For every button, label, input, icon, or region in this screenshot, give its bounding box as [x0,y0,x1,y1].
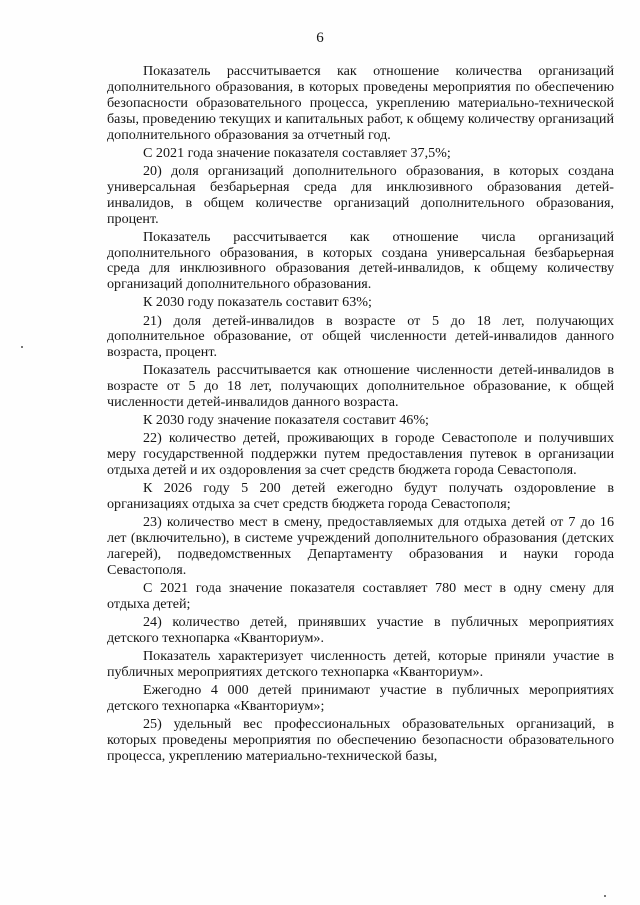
paragraph: 20) доля организаций дополнительного образования, в которых создана универсальная безбарьерная среда для инклюзивного образования детей-инвалидов, в общем количестве организаций дополнительного образования, процент. [107,162,614,227]
paragraph: 25) удельный вес профессиональных образовательных организаций, в которых проведены мероприятия по обеспечению безопасности образовательного процесса, укреплению материально-технической базы, [107,716,614,764]
paragraph: 24) количество детей, принявших участие в публичных мероприятиях детского технопарка «Кванториум». [107,614,614,647]
paragraph: Показатель рассчитывается как отношение численности детей-инвалидов в возрасте от 5 до 18 лет, получающих дополнительное образование, к общей численности детей-инвалидов данного возраста. [107,362,614,411]
scan-speck [21,346,23,348]
paragraph: Показатель рассчитывается как отношение числа организаций дополнительного образования, в которых создана универсальная безбарьерная среда для инклюзивного образования детей-инвалидов, к общему количеству организаций дополнительного образования. [107,228,614,293]
paragraph: С 2021 года значение показателя составляет 780 мест в одну смену для отдыха детей; [107,580,614,613]
paragraph: 22) количество детей, проживающих в городе Севастополе и получивших меру государственной поддержки путем предоставления путевок в организации отдыха детей и их оздоровления за счет средств бюджета города Севастополя. [107,430,614,479]
paragraph: К 2030 году значение показателя составит 46%; [143,412,429,429]
page-number: 6 [316,30,324,46]
paragraph: Показатель рассчитывается как отношение количества организаций дополнительного образования, в которых проведены мероприятия по обеспечению безопасности образовательного процесса, укреплению материально-технической базы, проведению текущих и капитальных работ, к общему количеству организаций дополнительного образования за отчетный год. [107,63,614,143]
document-body [107,64,614,767]
paragraph: К 2026 году 5 200 детей ежегодно будут получать оздоровление в организациях отдыха за счет средств бюджета города Севастополя; [107,480,614,513]
paragraph: К 2030 году показатель составит 63%; [143,294,372,311]
scan-speck [604,895,606,897]
paragraph: С 2021 года значение показателя составляет 37,5%; [143,144,451,161]
paragraph: Показатель характеризует численность детей, которые приняли участие в публичных мероприятиях детского технопарка «Кванториум». [107,648,614,681]
paragraph: 21) доля детей-инвалидов в возрасте от 5 до 18 лет, получающих дополнительное образование, от общей численности детей-инвалидов данного возраста, процент. [107,312,614,361]
paragraph: 23) количество мест в смену, предоставляемых для отдыха детей от 7 до 16 лет (включительно), в системе учреждений дополнительного образования (детских лагерей), подведомственных Департаменту образования и науки города Севастополя. [107,514,614,579]
paragraph: Ежегодно 4 000 детей принимают участие в публичных мероприятиях детского технопарка «Кванториум»; [107,682,614,715]
